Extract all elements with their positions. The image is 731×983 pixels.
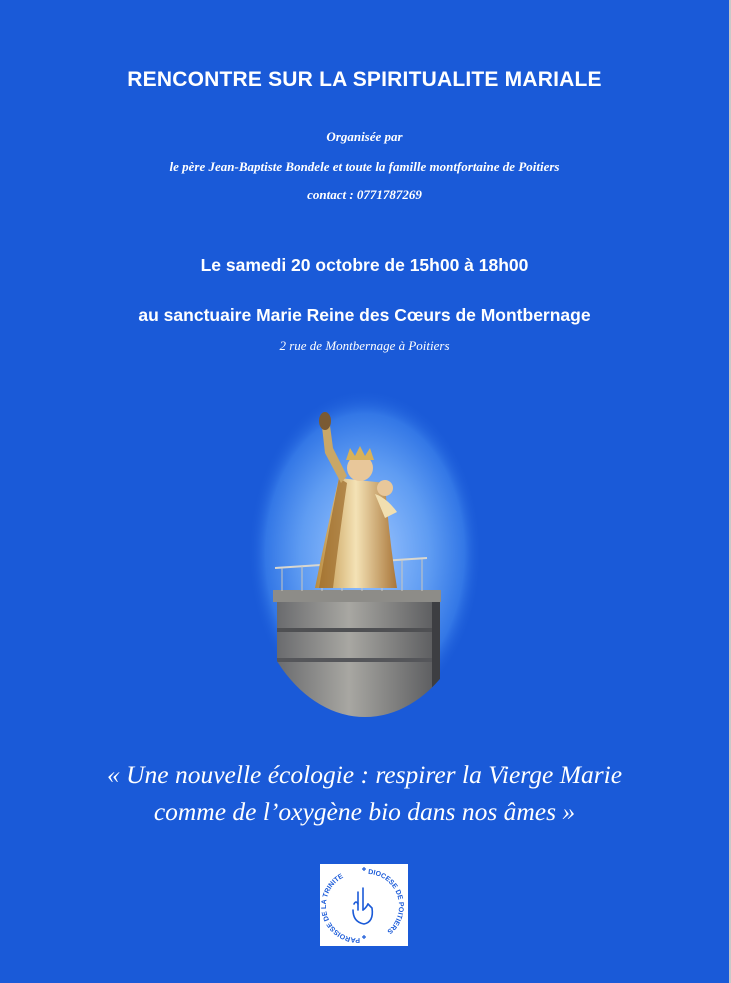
quote-line-2: comme de l’oxygène bio dans nos âmes »: [153, 797, 576, 826]
event-venue: au sanctuaire Marie Reine des Cœurs de Montbernage: [138, 305, 591, 325]
parish-logo: [320, 864, 408, 946]
parish-logo-hand-blessing-icon: [320, 864, 408, 946]
svg-text:DIOCESE DE POITIERS: [368, 869, 404, 935]
contact-phone: contact : 0771787269: [307, 187, 422, 202]
event-title: RENCONTRE SUR LA SPIRITUALITE MARIALE: [127, 68, 602, 91]
statue-photo: [247, 388, 483, 718]
event-date: Le samedi 20 octobre de 15h00 à 18h00: [200, 255, 529, 275]
event-address: 2 rue de Montbernage à Poitiers: [279, 338, 450, 353]
organizer-label: Organisée par: [326, 129, 403, 144]
organizer-names: le père Jean-Baptiste Bondele et toute la famille montfortaine de Poitiers: [169, 159, 560, 174]
logo-right-text: DIOCESE DE POITIERS: [367, 868, 405, 935]
statue-of-virgin-mary-icon: [247, 388, 483, 718]
quote-line-1: « Une nouvelle écologie : respirer la Vierge Marie: [106, 760, 623, 789]
svg-text:PAROISSE DE LA TRINITE: [321, 873, 360, 943]
logo-left-text: PAROISSE DE LA TRINITE: [320, 872, 361, 944]
